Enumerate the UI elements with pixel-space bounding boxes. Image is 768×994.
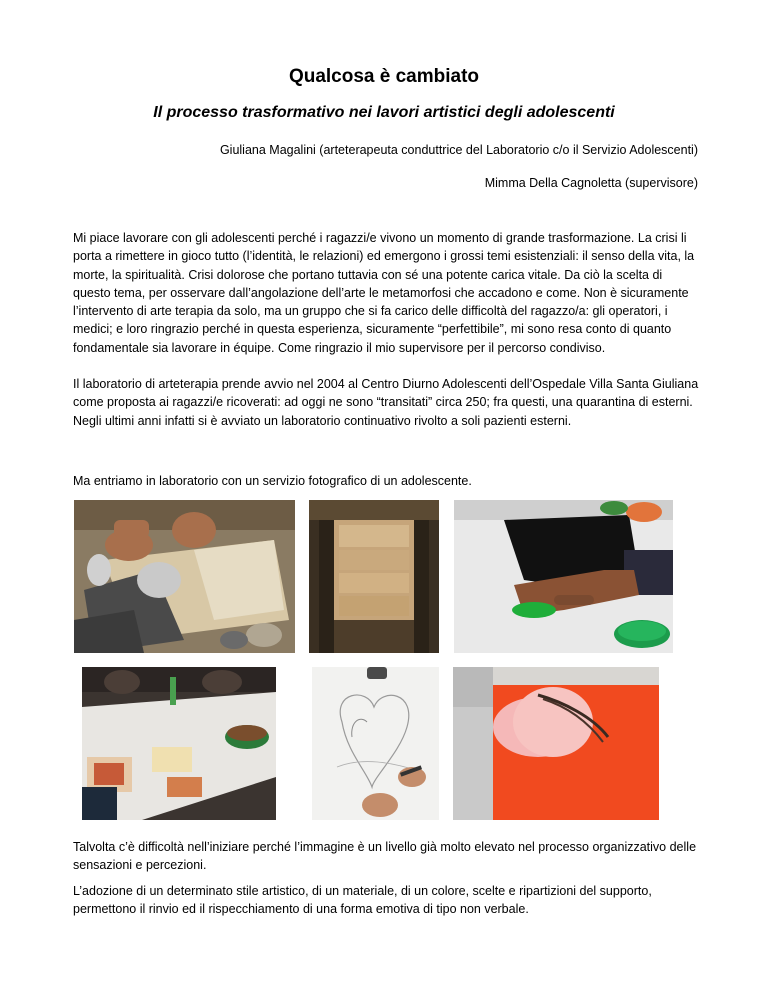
photo-pencil-drawing: [312, 667, 439, 820]
photo-paper-in-box: [309, 500, 439, 653]
photo-orange-paper-pink-shape: [453, 667, 659, 820]
paragraph-1: Mi piace lavorare con gli adolescenti perché i ragazzi/e vivono un momento di grande trasformazione. La crisi li porta a rimettere in gioco tutto (l’identità, le relazioni) ed emergono i grossi temi esistenziali: il senso della vita, la morte, la spiritualità. Crisi dolorose che portano tuttavia con sé una potente carica vitale. Da ciò la scelta di questo tema, per osservare dall’angolazione dell’arte le metamorfosi che accadono e come. Non è sicuramente l’intervento di arte terapia da solo, ma un gruppo che si fa carico delle difficoltà del ragazzo/a: gli operatori, i medici; e loro ringrazio perché in questa esperienza, sicuramente “perfettibile”, mi sono resa conto di quanto fondamentale sia lavorare in équipe. Come ringrazio il mio supervisore per il percorso condiviso.: [73, 231, 695, 355]
page-title: Qualcosa è cambiato: [288, 66, 480, 87]
paragraph-2: Il laboratorio di arteterapia prende avvio nel 2004 al Centro Diurno Adolescenti dell’Ospedale Villa Santa Giuliana come proposta ai ragazzi/e ricoverati: ad oggi ne sono “transitati” circa 250; fra questi, una quarantina di esterni. Negli ultimi anni infatti si è avviato un laboratorio continuativo rivolto a soli pazienti esterni.: [73, 377, 699, 428]
author-line-1: Giuliana Magalini (arteterapeuta conduttrice del Laboratorio c/o il Servizio Adolescenti): [219, 143, 698, 157]
paragraph-4: Talvolta c’è difficoltà nell’iniziare perché l’immagine è un livello già molto elevato nel processo organizzativo delle sensazioni e percezioni.: [73, 840, 697, 873]
paragraph-3: Ma entriamo in laboratorio con un servizio fotografico di un adolescente.: [73, 474, 472, 488]
photo-black-paint-green-hand: [454, 500, 673, 653]
paragraph-5: L’adozione di un determinato stile artistico, di un materiale, di un colore, scelte e ripartizioni del supporto, permettono il rinvio ed il rispecchiamento di una forma emotiva di tipo non verbale.: [73, 884, 652, 917]
photo-group-collage-table: [82, 667, 276, 820]
photo-hands-crumpling-paper: [74, 500, 295, 653]
author-line-2: Mimma Della Cagnoletta (supervisore): [484, 176, 698, 190]
page-subtitle: Il processo trasformativo nei lavori artistici degli adolescenti: [153, 104, 615, 121]
